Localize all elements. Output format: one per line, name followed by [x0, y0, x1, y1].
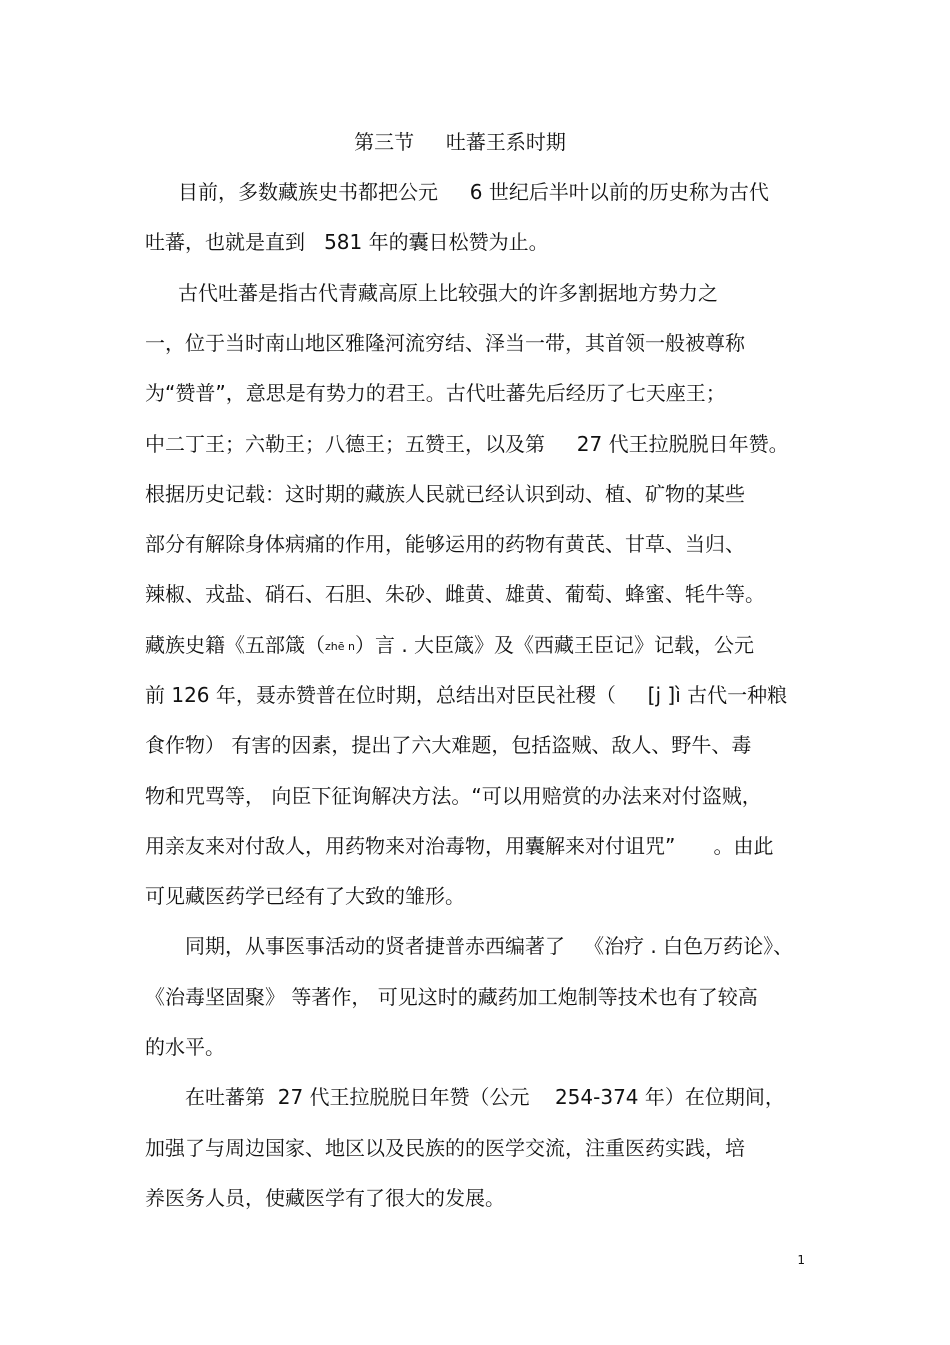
paragraph-line: 的水平。: [145, 1035, 225, 1059]
paragraph-line: 为“赞普”，意思是有势力的君王。古代吐蕃先后经历了七天座王；: [145, 381, 726, 405]
paragraph-line: 同期，从事医事活动的贤者捷普赤西编著了 《治疗 . 白色万药论》、: [185, 934, 794, 958]
paragraph-line: 辣椒、戎盐、硝石、石胆、朱砂、雌黄、雄黄、葡萄、蜂蜜、牦牛等。: [145, 582, 765, 606]
paragraph-line: [145, 631, 754, 661]
pinyin-annotation: zhē n: [325, 640, 355, 653]
line-segment: 藏族史籍《五部箴（: [145, 633, 325, 657]
paragraph-line: 中二丁王；六勒王；八德王；五赞王，以及第 27 代王拉脱脱日年赞。: [145, 432, 789, 456]
paragraph-line: 养医务人员，使藏医学有了很大的发展。: [145, 1186, 505, 1210]
paragraph-line: 古代吐蕃是指古代青藏高原上比较强大的许多割据地方势力之: [178, 281, 718, 305]
paragraph-line: 一，位于当时南山地区雅隆河流穷结、泽当一带，其首领一般被尊称: [145, 331, 745, 355]
page-number: 1: [797, 1253, 805, 1267]
paragraph-line: 《治毒坚固聚》 等著作， 可见这时的藏药加工炮制等技术也有了较高: [145, 985, 758, 1009]
paragraph-line: 吐蕃，也就是直到 581 年的囊日松赞为止。: [145, 230, 549, 254]
line-segment: ）言 . 大臣箴》及《西藏王臣记》记载，公元: [354, 633, 755, 657]
paragraph-line: 物和咒骂等， 向臣下征询解决方法。“可以用赔赏的办法来对付盗贼，: [145, 784, 762, 808]
paragraph-line: 根据历史记载：这时期的藏族人民就已经认识到动、植、矿物的某些: [145, 482, 745, 506]
paragraph-line: 食作物） 有害的因素，提出了六大难题，包括盗贼、敌人、野牛、毒: [145, 733, 752, 757]
paragraph-line: 在吐蕃第 27 代王拉脱脱日年赞（公元 254-374 年）在位期间，: [185, 1085, 785, 1109]
paragraph-line: 加强了与周边国家、地区以及民族的的医学交流，注重医药实践，培: [145, 1136, 745, 1160]
paragraph-line: 用亲友来对付敌人，用药物来对治毒物，用囊解来对付诅咒” 。由此: [145, 834, 774, 858]
section-title: 第三节 吐蕃王系时期: [354, 130, 566, 154]
paragraph-line: 可见藏医药学已经有了大致的雏形。: [145, 884, 465, 908]
paragraph-line: 部分有解除身体病痛的作用，能够运用的药物有黄芪、甘草、当归、: [145, 532, 745, 556]
paragraph-line: 目前，多数藏族史书都把公元 6 世纪后半叶以前的历史称为古代: [178, 180, 769, 204]
paragraph-line: 前 126 年，聂赤赞普在位时期，总结出对臣民社稷（ [j ]ì 古代一种粮: [145, 683, 788, 707]
